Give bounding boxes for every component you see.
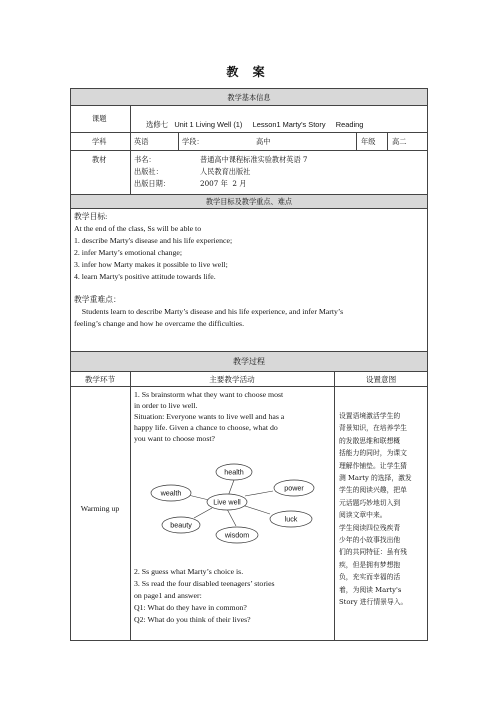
mindmap-node: wealth [160,488,182,498]
intent-line: 元话题巧妙地切入到 [339,498,401,507]
intent-line: 们的共同特征：虽有残 [339,548,407,557]
focus-line: feeling’s change and how he overcame the difficulties. [74,319,245,328]
book-label: 书名： [134,155,156,164]
process-header: 教学过程 [233,357,265,366]
intent-text [339,410,412,609]
activity-line: 2. Ss guess what Marty’s choice is. [134,567,244,576]
activity-line: Q1: What do they have in common? [134,603,247,612]
objectives-intro: At the end of the class, Ss will be able to [74,224,202,233]
objective-item: 3. infer how Marty makes it possible to live well; [74,260,228,269]
date-label: 出版日期： [134,179,170,188]
material-label: 教材 [92,155,107,164]
activity-line: happy life. Given a chance to choose, what do [134,423,278,432]
col-intent-header: 设置意图 [365,375,397,384]
col-stage-header: 教学环节 [84,375,116,384]
basic-info-header: 教学基本信息 [227,93,271,102]
activity-line: 3. Ss read the four disabled teenagers’ stories [134,579,275,588]
mindmap-node: health [224,467,244,477]
publisher-label: 出版社： [134,167,163,176]
intent-line: 理解作铺垫。让学生猜 [339,461,407,470]
activity-line: you want to choose most? [134,434,215,443]
objective-item: 2. infer Marty’s emotional change; [74,248,183,257]
intent-line: 背景知识，在培养学生 [339,424,407,433]
stage-name: Warming up [80,504,120,513]
mindmap-node: power [284,483,304,493]
intent-line: 负，充实而幸福的活 [339,573,401,582]
intent-line: 学生的阅读兴趣，把单 [339,486,407,495]
book-value: 普通高中课程标准实验教材英语 7 [200,155,308,164]
section-value: 高中 [256,137,271,146]
section-label: 学段： [182,137,204,146]
intent-line: 设置语境激活学生的 [339,412,401,420]
intent-line: 括能力的同时，为课文 [339,449,407,458]
topic-label: 课题 [92,114,107,123]
mindmap-center: Live well [213,497,241,507]
activity-line: Situation: Everyone wants to live well and has a [134,412,285,421]
document-title: 教 案 [226,65,270,79]
focus-title: 教学重难点： [74,295,121,304]
activity-line: Q2: What do you think of their lives? [134,615,251,624]
publisher-value: 人民教育出版社 [200,167,251,176]
live-well-mindmap [130,448,334,552]
intent-line: 阅读文章中来。 [339,511,387,520]
intent-line: 疾，但是拥有梦想抱 [339,560,401,569]
intent-line: 少年的小故事找出他 [339,536,401,545]
activity-line: on page1 and answer: [134,591,202,600]
activity-line: in order to live well. [134,401,198,410]
col-activity-header: 主要教学活动 [209,375,255,384]
focus-line: Students learn to describe Marty’s disease and his life experience, and infer Marty’s [74,307,344,316]
objective-item: 1. describe Marty's disease and his life experience; [74,236,233,245]
objective-item: 4. learn Marty's positive attitude towards life. [74,272,216,281]
intent-line: 测 Marty 的选择，激发 [339,474,412,483]
intent-line: 着，为阅读 Marty's [339,585,402,594]
grade-value: 高二 [392,137,407,146]
subject-label: 学科 [92,137,107,146]
date-value: 2007 年 2 月 [200,179,247,188]
topic-value: 选修七 Unit 1 Living Well (1) Lesson1 Marty's Story Reading [146,120,364,129]
goals-header: 教学目标及教学重点、难点 [205,197,293,206]
objectives-title: 教学目标: [74,212,108,221]
subject-value: 英语 [134,137,149,146]
mindmap-node: luck [284,514,298,524]
intent-line: 的发散思维和联想概 [339,436,401,445]
intent-line: Story 进行情景导入。 [339,598,408,607]
intent-line: 学生阅读四位残疾青 [339,523,401,532]
mindmap-node: beauty [170,520,192,530]
grade-label: 年级 [361,137,376,146]
mindmap-node: wisdom [224,530,250,540]
activity-line: 1. Ss brainstorm what they want to choose most [134,390,284,399]
